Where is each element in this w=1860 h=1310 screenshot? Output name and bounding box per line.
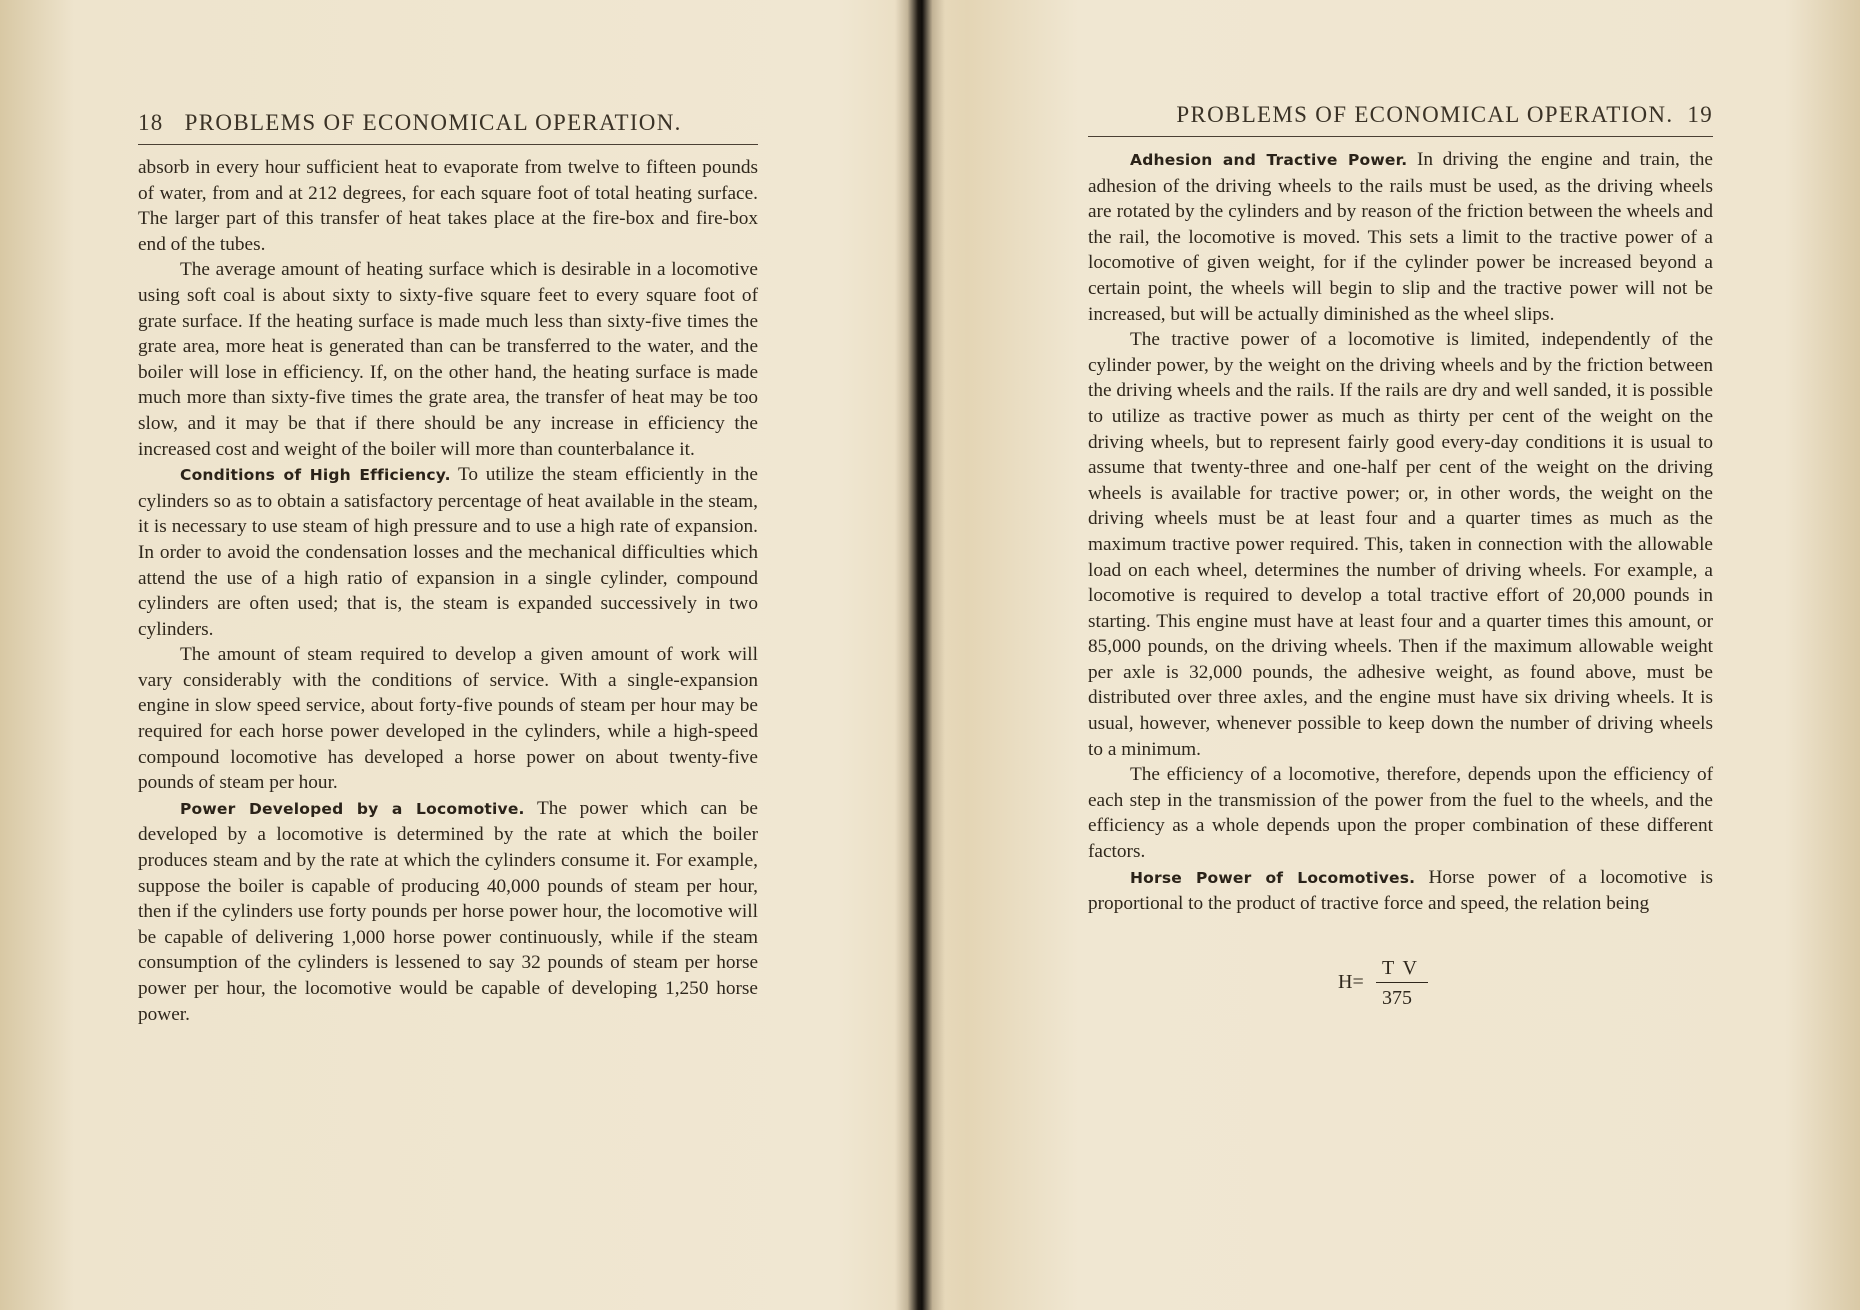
book-gutter [895, 0, 945, 1310]
horse-power-formula [1338, 957, 1458, 1017]
paragraph [138, 462, 758, 642]
section-heading: Adhesion and Tractive Power. [1130, 151, 1408, 169]
left-page-number: 18 [138, 110, 164, 135]
formula-denominator: 375 [1382, 986, 1412, 1009]
paragraph-text: The power which can be developed by a locomotive is determined by the rate at which the boiler produces steam and by the rate at which the cylinders consume it. For example, suppose the boiler is capable of producing 40,000 pounds of steam per hour, then if the cylinders use forty pounds per horse power hour, the locomotive will be capable of delivering 1,000 horse power continuously, while if the steam consumption of the cylinders is lessened to say 32 pounds of steam per horse power per hour, the locomotive would be capable of developing 1,250 horse power. [138, 797, 758, 1025]
paragraph-text: To utilize the steam efficiently in the cylinders so as to obtain a satisfactory percentage of heat available in the steam, it is necessary to use steam of high pressure and to use a high rate of expansion. In order to avoid the condensation losses and the mechanical difficulties which attend the use of a high ratio of expansion in a single cylinder, compound cylinders are often used; that is, the steam is expanded successively in two cylinders. [138, 464, 758, 640]
formula-numerator: T V [1382, 956, 1419, 979]
section-heading: Horse Power of Locomotives. [1130, 868, 1416, 887]
right-page-text [1088, 147, 1713, 917]
right-header-rule [1088, 136, 1713, 137]
formula-lhs: H= [1338, 970, 1364, 993]
section-heading: Conditions of High Efficiency. [180, 466, 451, 485]
right-running-title: PROBLEMS OF ECONOMICAL OPERATION. [1176, 102, 1674, 127]
paragraph: The amount of steam required to develop a given amount of work will vary considerably with the conditions of service. With a single-expansion engine in slow speed service, about forty-five pounds of steam per hour may be required for each horse power developed in the cylinders, while a high-speed compound locomotive has developed a horse power on about twenty-five pounds of steam per hour. [138, 644, 758, 794]
paragraph: absorb in every hour sufficient heat to evaporate from twelve to fifteen pounds of water, from and at 212 degrees, for each square foot of total heating surface. The larger part of this transfer of heat takes place at the fire-box and fire-box end of the tubes. [138, 157, 758, 255]
paragraph: The tractive power of a locomotive is limited, independently of the cylinder power, by the weight on the driving wheels and by the friction between the driving wheels and the rails. If the rails are dry and well sanded, it is possible to utilize as tractive power as much as thirty per cent of the weight on the driving wheels, but to represent fairly good every-day conditions it is usual to assume that twenty-three and one-half per cent of the weight on the driving wheels is available for tractive power; or, in other words, the weight on the driving wheels must be at least four and a quarter times as much as the maximum tractive power required. This, taken in connection with the allowable load on each wheel, determines the number of driving wheels. For example, a locomotive is required to develop a total tractive effort of 20,000 pounds in starting. This engine must have at least four and a quarter times this amount, or 85,000 pounds, on the driving wheels. Then if the maximum allowable weight per axle is 32,000 pounds, the adhesive weight, as found above, must be distributed over three axles, and the engine must have six driving wheels. It is usual, however, whenever possible to keep down the number of driving wheels to a minimum. [1088, 329, 1713, 760]
left-header-rule [138, 144, 758, 145]
paragraph [1088, 147, 1713, 327]
left-page [138, 0, 758, 1027]
right-running-head [1088, 102, 1713, 132]
paragraph-text: In driving the engine and train, the adhesion of the driving wheels to the rails must be used, as the driving wheels are rotated by the cylinders and by reason of the friction between the wheels and the rail, the locomotive is moved. This sets a limit to the tractive power of a locomotive of given weight, for if the cylinder power be increased beyond a certain point, the wheels will begin to slip and the tractive power will not be increased, but will be actually diminished as the wheel slips. [1088, 149, 1713, 325]
left-page-text [138, 155, 758, 1027]
right-page-number: 19 [1687, 102, 1713, 127]
formula-fraction-bar [1376, 982, 1428, 983]
section-heading: Power Developed by a Locomotive. [180, 799, 525, 818]
paragraph [1088, 865, 1713, 917]
left-running-head [138, 110, 758, 140]
paragraph-text: Horse power of a locomotive is proportional to the product of tractive force and speed, the relation being [1088, 866, 1713, 915]
left-running-title: PROBLEMS OF ECONOMICAL OPERATION. [184, 110, 682, 135]
paragraph [138, 796, 758, 1027]
paragraph: The average amount of heating surface which is desirable in a locomotive using soft coal is about sixty to sixty-five square feet to every square foot of grate surface. If the heating surface is made much less than sixty-five times the grate area, more heat is generated than can be transferred to the water, and the boiler will lose in efficiency. If, on the other hand, the heating surface is made much more than sixty-five times the grate area, the transfer of heat may be too slow, and it may be that if there should be any increase in efficiency the increased cost and weight of the boiler will more than counterbalance it. [138, 259, 758, 460]
paragraph: The efficiency of a locomotive, therefore, depends upon the efficiency of each step in the transmission of the power from the fuel to the wheels, and the efficiency as a whole depends upon the proper combination of these different factors. [1088, 764, 1713, 863]
right-page [1088, 0, 1713, 1017]
